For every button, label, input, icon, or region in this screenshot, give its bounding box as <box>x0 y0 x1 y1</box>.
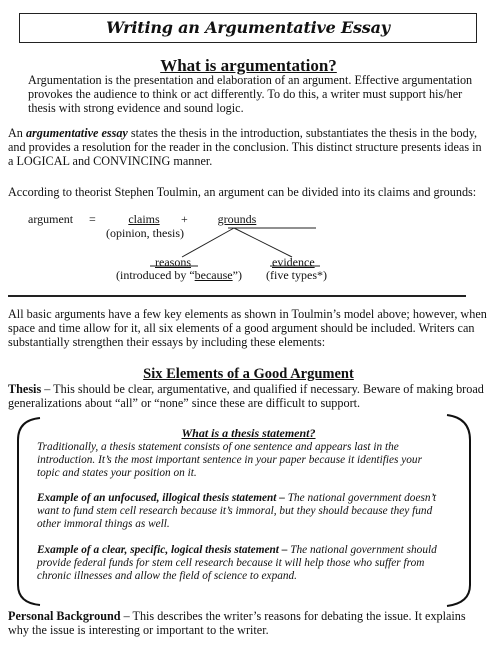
what-heading: What is argumentation? <box>160 56 337 75</box>
example-good-text: The national government should provide federal funds for stem cell research because it will help those who suffer from chronic illnesses and allow the field of science to expand. <box>37 544 437 582</box>
diagram-grounds: grounds <box>217 212 257 226</box>
reasons-note-post: ”) <box>232 268 242 282</box>
essay-post: states the thesis in the introduction, substantiates the thesis in the body, and provides a resolution for the reader in the conclusion. This distinct structure presents ideas in a LOGICAL and CONVINCING manner. <box>8 126 482 168</box>
example-bad-text: The national government doesn’t want to fund stem cell research because it’s immoral, but they should because they fund other immoral things as well. <box>37 492 437 530</box>
diagram-evidence: evidence <box>272 255 315 269</box>
thesis-box-definition: Traditionally, a thesis statement consists of one sentence and appears last in the introduction. It’s the most important sentence in your paper because it identifies your topic and states your position on it. <box>37 441 422 479</box>
reasons-note-pre: (introduced by “ <box>116 268 195 282</box>
thesis-term: Thesis <box>8 382 42 396</box>
diagram-evidence-note: (five types*) <box>266 268 327 282</box>
example-bad-label: Example of an unfocused, illogical thesis statement – <box>37 492 285 504</box>
elements-paragraph: All basic arguments have a few key elements as shown in Toulmin’s model above; however, when space and time allow for it, all six elements of a good argument should be included. Writers can substantially strengthen their essays by including these elements: <box>8 307 487 349</box>
intro-paragraph: Argumentation is the presentation and elaboration of an argument. Effective argumentation provokes the audience to think or act differently. To do this, a writer must support his/her thesis with strong evidence and sound logic. <box>28 73 473 115</box>
diagram-equals: = <box>89 212 96 226</box>
essay-term: argumentative essay <box>25 126 128 140</box>
personal-text: – This describes the writer’s reasons for debating the issue. It explains why the issue is interesting or important to the writer. <box>8 609 466 637</box>
example-good-label: Example of a clear, specific, logical thesis statement – <box>37 544 288 556</box>
diagram-claims-note: (opinion, thesis) <box>106 226 184 240</box>
diagram-claims: claims <box>128 212 160 226</box>
diagram-reasons: reasons <box>155 255 191 269</box>
document-title: Writing an Argumentative Essay <box>106 18 390 37</box>
six-elements-heading: Six Elements of a Good Argument <box>143 366 354 382</box>
essay-pre: An <box>8 126 26 140</box>
thesis-text: – This should be clear, argumentative, and qualified if necessary. Beware of making broad generalizations about “all” or “none” since these are difficult to support. <box>8 382 484 410</box>
thesis-box-example-good <box>37 544 437 583</box>
thesis-box-heading: What is a thesis statement? <box>181 426 316 440</box>
diagram-plus: + <box>181 212 188 226</box>
diagram-argument: argument <box>28 212 74 226</box>
reasons-note-word: because <box>194 268 233 282</box>
toulmin-paragraph: According to theorist Stephen Toulmin, an argument can be divided into its claims and grounds: <box>8 185 477 199</box>
thesis-box-example-bad <box>37 492 437 531</box>
personal-background-paragraph <box>8 609 488 637</box>
personal-term: Personal Background <box>8 609 121 623</box>
